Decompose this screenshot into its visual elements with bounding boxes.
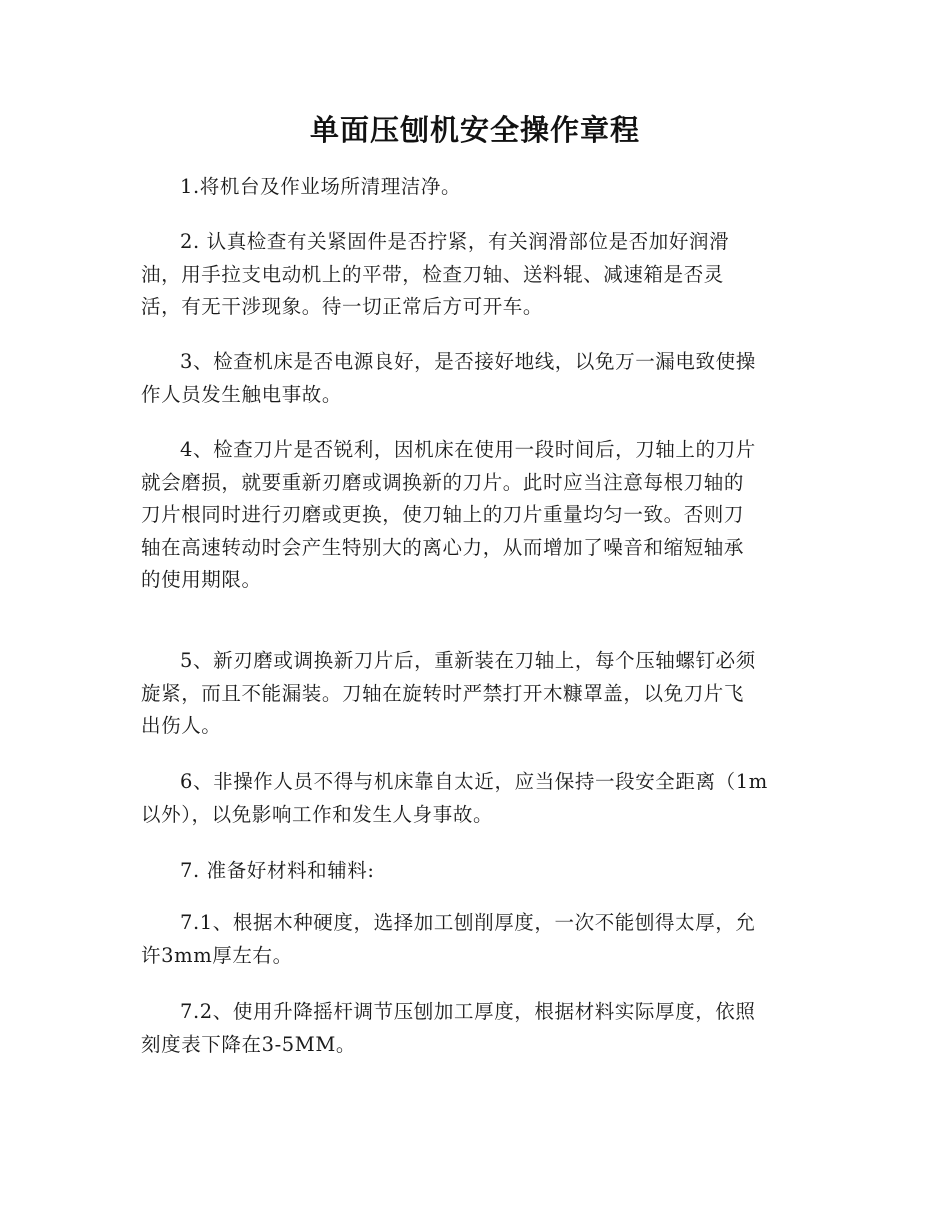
paragraph-line: 5、新刃磨或调换新刀片后，重新装在刀轴上，每个压轴螺钉必须 [180,649,756,672]
paragraph-line: 1.将机台及作业场所清理洁净。 [180,175,462,198]
paragraph-line: 旋紧，而且不能漏装。刀轴在旋转时严禁打开木糠罩盖，以免刀片飞 [141,681,745,705]
paragraph-8 [141,907,806,972]
paragraph-line: 7.2、使用升降摇杆调节压刨加工厚度，根据材料实际厚度，依照 [180,1000,756,1023]
paragraph-line: 许3mm厚左右。 [141,943,293,967]
paragraph-line: 的使用期限。 [141,568,262,591]
paragraph-9 [141,996,806,1061]
paragraph-6 [141,766,806,831]
paragraph-line: 就会磨损，就要重新刃磨或调换新的刀片。此时应当注意每根刀轴的 [141,470,745,494]
paragraph-line: 油，用手拉支电动机上的平带，检查刀轴、送料辊、减速箱是否灵 [141,262,724,286]
paragraph-2 [141,226,806,324]
paragraph-line: 7.1、根据木种硬度，选择加工刨削厚度，一次不能刨得太厚，允 [180,911,756,934]
paragraph-line: 轴在高速转动时会产生特别大的离心力，从而增加了噪音和缩短轴承 [141,535,745,559]
paragraph-4 [141,434,806,597]
paragraph-line: 2. 认真检查有关紧固件是否拧紧，有关润滑部位是否加好润滑 [180,230,730,253]
paragraph-line: 7. 准备好材料和辅料: [180,859,375,882]
paragraph-5 [141,645,806,743]
paragraph-1 [141,171,806,204]
paragraph-line: 以外），以免影响工作和发生人身事故。 [141,802,494,826]
paragraph-7 [141,855,806,888]
paragraph-line: 出伤人。 [141,714,222,737]
paragraph-line: 刀片根同时进行刃磨或更换，使刀轴上的刀片重量均匀一致。否则刀 [141,503,745,526]
paragraph-line: 活，有无干涉现象。待一切正常后方可开车。 [141,295,544,318]
paragraph-line: 6、非操作人员不得与机床靠自太近，应当保持一段安全距离（1m [180,770,768,793]
paragraph-line: 4、检查刀片是否锐利，因机床在使用一段时间后，刀轴上的刀片 [180,438,756,461]
paragraph-line: 刻度表下降在3-5MM。 [141,1032,357,1056]
paragraph-line: 作人员发生触电事故。 [141,382,343,406]
paragraph-3 [141,346,806,411]
document-title: 单面压刨机安全操作章程 [309,113,640,147]
paragraph-line: 3、检查机床是否电源良好，是否接好地线，以免万一漏电致使操 [180,350,756,373]
